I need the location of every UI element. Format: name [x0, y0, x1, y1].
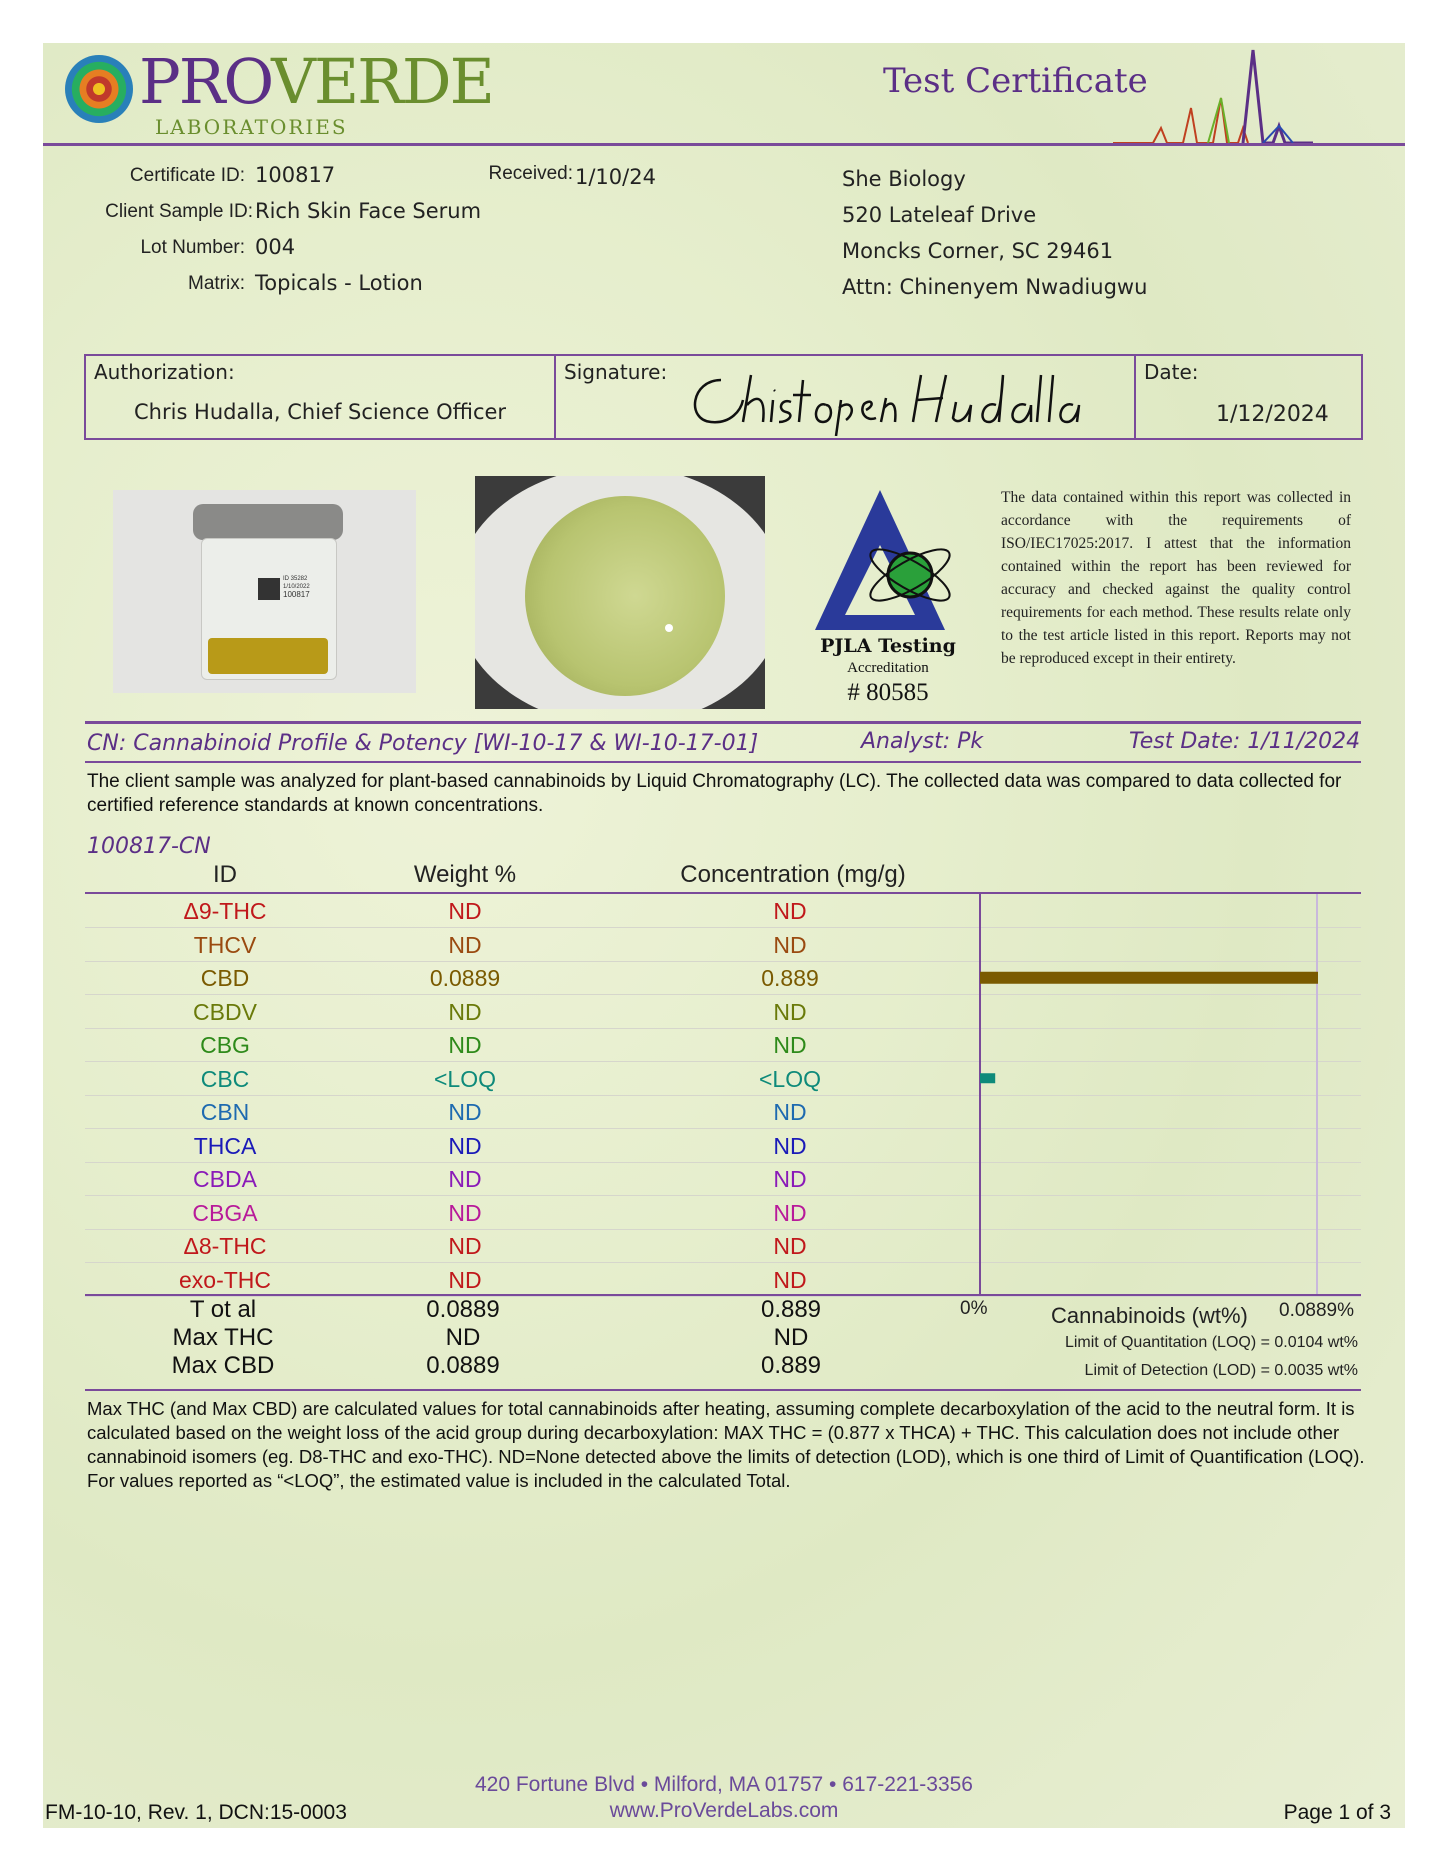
form-id: FM-10-10, Rev. 1, DCN:15-0003	[45, 1801, 347, 1824]
sample-container-photo	[113, 490, 416, 693]
authorization-label: Authorization:	[94, 360, 235, 384]
weight-percent: <LOQ	[433, 1065, 496, 1092]
loq-limit: Limit of Quantitation (LOQ) = 0.0104 wt%	[1064, 1334, 1358, 1351]
total-id: Max CBD	[171, 1352, 275, 1379]
concentration: ND	[773, 1199, 807, 1226]
concentration: ND	[773, 1032, 807, 1058]
client-street: 520 Lateleaf Drive	[842, 203, 1037, 227]
sample-closeup-photo	[475, 476, 765, 709]
certificate-page	[43, 43, 1405, 1828]
weight-percent: ND	[448, 1166, 482, 1192]
received-value: 1/10/24	[575, 165, 656, 189]
analyst: Analyst: Pk	[861, 729, 984, 754]
weight-percent: ND	[448, 931, 482, 958]
client-attn: Attn: Chinenyem Nwadiugwu	[842, 275, 1148, 299]
compound-name: CBC	[200, 1065, 250, 1092]
weight-percent: ND	[448, 898, 482, 924]
compound-name: CBN	[200, 1099, 250, 1125]
client-sample-id-value: Rich Skin Face Serum	[255, 199, 482, 223]
cannabinoid-bar-chart	[978, 894, 1318, 1294]
qr-code-icon	[258, 578, 280, 600]
chart-bar-CBD	[980, 972, 1318, 984]
weight-percent: ND	[448, 1233, 482, 1259]
weight-percent: ND	[448, 1099, 482, 1125]
page-number: Page 1 of 3	[1283, 1801, 1391, 1824]
col-header-concentration: Concentration (mg/g)	[680, 861, 906, 888]
chart-x-max-label: 0.0889%	[1279, 1300, 1355, 1321]
compound-name: THCV	[193, 931, 257, 958]
pjla-subtitle: Accreditation	[847, 660, 929, 676]
total-weight: 0.0889	[426, 1352, 500, 1379]
concentration: ND	[773, 1132, 807, 1159]
authorization-box	[84, 354, 1363, 440]
compound-name: CBG	[200, 1032, 250, 1058]
chart-x-label: Cannabinoids (wt%)	[1051, 1303, 1248, 1328]
signature-label: Signature:	[564, 360, 668, 384]
client-sample-id-label: Client Sample ID:	[105, 201, 253, 222]
client-city: Moncks Corner, SC 29461	[842, 239, 1114, 263]
concentration: ND	[773, 931, 807, 958]
concentration: <LOQ	[758, 1065, 821, 1092]
chart-bar-CBC	[980, 1073, 995, 1083]
compound-name: CBDA	[193, 1166, 257, 1192]
total-conc: 0.889	[760, 1352, 822, 1379]
logo-subtitle: LABORATORIES	[155, 115, 348, 139]
date-label: Date:	[1144, 360, 1199, 384]
lod-limit: Limit of Detection (LOD) = 0.0035 wt%	[1084, 1362, 1358, 1379]
matrix-value: Topicals - Lotion	[255, 271, 423, 295]
signature-image	[681, 360, 1081, 436]
section-bottom-line	[85, 761, 1361, 763]
sample-code: 100817-CN	[87, 834, 211, 859]
total-id: Max THC	[172, 1324, 274, 1351]
footer-address: 420 Fortune Blvd • Milford, MA 01757 • 617-221-3356	[474, 1773, 973, 1796]
concentration: ND	[773, 1266, 807, 1293]
compound-name: CBDV	[193, 998, 257, 1025]
method-description: The client sample was analyzed for plant-based cannabinoids by Liquid Chromatography (LC). The collected data was compared to data collected for certified reference standards at known concentrations.	[87, 771, 1342, 816]
calculation-notes: Max THC (and Max CBD) are calculated values for total cannabinoids after heating, assuming complete decarboxylation of the acid to the neutral form. It is calculated based on the weight loss of the acid group during decarboxylation: MAX THC = (0.877 x THCA) + THC. This calculation does not include other cannabinoid isomers (eg. D8-THC and exo-THC). ND=None detected above the limits of detection (LOD), which is one third of Limit of Quantification (LOQ). For values reported as “<LOQ”, the estimated value is included in the calculated Total.	[87, 1398, 1365, 1491]
lot-number-label: Lot Number:	[140, 237, 245, 258]
pjla-title: PJLA Testing	[820, 635, 956, 657]
compound-name: THCA	[193, 1132, 257, 1159]
compound-name: exo-THC	[178, 1266, 271, 1293]
date-value: 1/12/2024	[1216, 402, 1329, 427]
chromatogram-icon	[1113, 48, 1333, 146]
total-conc: 0.889	[760, 1296, 822, 1323]
client-name: She Biology	[842, 167, 966, 191]
footer-website[interactable]: www.ProVerdeLabs.com	[609, 1799, 839, 1822]
weight-percent: ND	[448, 1132, 482, 1159]
received-label: Received:	[488, 163, 573, 184]
weight-percent: ND	[448, 1032, 482, 1058]
compound-name: Δ8-THC	[183, 1233, 267, 1259]
col-header-weight: Weight %	[413, 861, 517, 888]
certificate-id-label: Certificate ID:	[129, 165, 245, 186]
document-title: Test Certificate	[883, 61, 1148, 101]
lot-number-value: 004	[255, 235, 296, 259]
accreditation-statement: The data contained within this report was collected in accordance with the requirements of ISO/IEC17025:2017. I attest that the information contained within the report has been reviewed for accuracy and checked against the quality control requirements for each method. These results relate only to the test article listed in this report. Reports may not be reproduced except in their entirety.	[1001, 489, 1351, 667]
header-divider	[43, 143, 1405, 146]
logo-wordmark: PROVERDE	[139, 45, 493, 118]
weight-percent: ND	[448, 1199, 482, 1226]
chart-x-min-label: 0%	[960, 1298, 988, 1319]
concentration: ND	[773, 1099, 807, 1125]
weight-percent: 0.0889	[429, 965, 501, 991]
compound-name: CBD	[200, 965, 250, 991]
proverde-logo-icon	[65, 55, 133, 123]
authorization-name: Chris Hudalla, Chief Science Officer	[134, 400, 507, 424]
col-header-id: ID	[213, 861, 237, 888]
concentration: 0.889	[761, 965, 819, 991]
certificate-id-value: 100817	[255, 163, 336, 187]
pjla-number: # 80585	[847, 679, 929, 706]
section-top-line	[85, 721, 1361, 724]
sample-label: ID 35282 1/10/2022 100817	[283, 576, 310, 599]
total-id: T ot al	[189, 1296, 257, 1323]
compound-name: Δ9-THC	[183, 898, 267, 924]
section-title: CN: Cannabinoid Profile & Potency [WI-10-17 & WI-10-17-01]	[87, 731, 759, 756]
concentration: ND	[773, 1166, 807, 1192]
weight-percent: ND	[448, 998, 482, 1025]
weight-percent: ND	[448, 1266, 482, 1293]
concentration: ND	[773, 998, 807, 1025]
total-weight: ND	[445, 1324, 481, 1351]
total-weight: 0.0889	[426, 1296, 500, 1323]
matrix-label: Matrix:	[188, 273, 245, 294]
concentration: ND	[773, 1233, 807, 1259]
concentration: ND	[773, 898, 807, 924]
totals-bottom-line	[85, 1389, 1361, 1391]
compound-name: CBGA	[192, 1199, 258, 1226]
total-conc: ND	[773, 1324, 809, 1351]
test-date: Test Date: 1/11/2024	[1129, 729, 1361, 754]
